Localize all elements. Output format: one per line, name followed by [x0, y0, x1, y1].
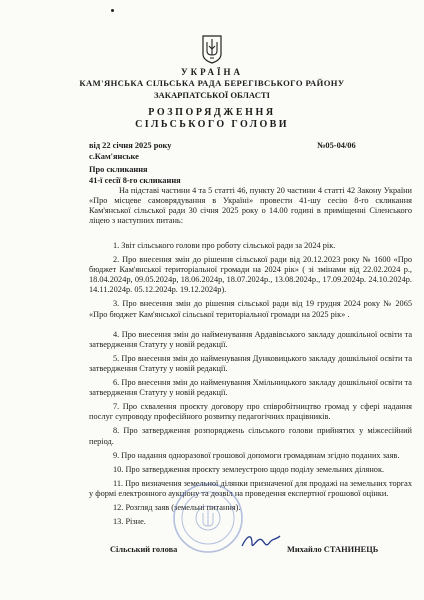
agenda-item: 10. Про затвердження проєкту землеустрою щодо поділу земельних ділянок.	[113, 464, 385, 474]
signatory-title: Сільський голова	[110, 545, 178, 554]
signatory-name: Михайло СТАНИНЕЦЬ	[287, 545, 379, 554]
document-date: від 22 січня 2025 року	[89, 141, 172, 150]
agenda-item: 7. Про схвалення проєкту договору про співробітництво громад у сфері надання послуг супроводу професійного розвитку педагогічних працівників.	[89, 402, 412, 422]
document-topic: Про скликання	[89, 165, 148, 174]
agenda-item: 8. Про затвердження розпоряджень сільського голови прийнятих у міжсесійний період.	[89, 426, 412, 446]
session-name: 41-ї сесії 8-го скликання	[89, 176, 181, 185]
oblast-name: ЗАКАРПАТСЬКОЇ ОБЛАСТІ	[154, 90, 270, 100]
document-title: РОЗПОРЯДЖЕННЯ	[148, 107, 276, 118]
agenda-item: 12. Розгляд заяв (земельні питання).	[113, 502, 241, 512]
trident-emblem-icon	[201, 34, 223, 64]
agenda-item: 13. Різне.	[113, 517, 146, 527]
handwritten-signature-icon	[240, 530, 282, 552]
agenda-item: 3. Про внесення змін до рішення сільської ради від 19 грудня 2024 року № 2065 «Про бюджет Кам'янської сільської територіальної громади на 2025 рік» .	[89, 299, 412, 319]
council-name: КАМ'ЯНСЬКА СІЛЬСЬКА РАДА БЕРЕГІВСЬКОГО РАЙОНУ	[79, 78, 345, 88]
agenda-item: 9. Про надання одноразової грошової допомоги громадянам згідно поданих заяв.	[113, 450, 400, 460]
document-place: с.Кам'янське	[89, 152, 139, 161]
document-number: №05-04/06	[317, 141, 356, 150]
agenda-item: 11. Про визначення земельної ділянки призначеної для продажі на земельних торгах у формі електронного аукціону та дозвіл на проведення експертної грошової оцінки.	[89, 478, 412, 498]
agenda-list	[89, 241, 412, 531]
country-title: УКРАЇНА	[181, 67, 243, 77]
document-subtitle: СІЛЬСЬКОГО ГОЛОВИ	[135, 119, 289, 130]
agenda-item: 6. Про внесення змін до найменування Хмільницького закладу дошкільної освіти та затвердження Статуту у новій редакції.	[89, 378, 412, 398]
agenda-item: 1. Звіт сільського голови про роботу сільської ради за 2024 рік.	[113, 241, 336, 250]
official-stamp-icon	[172, 482, 244, 554]
agenda-item: 2. Про внесення змін до рішення сільської ради від 20.12.2023 року № 1600 «Про бюджет Кам'янської територіальної громади на 2024 рік» ( зі змінами від 22.02.2024 р., 18.04.2024р, 09.05.2024р, 18.06.2024р, 18.07.2024р., 13.08.2024р., 17.09.2024р. 24.10.2024р. 14.11.2024р. 05.12.2024р. 19.12.2024р).	[89, 255, 412, 295]
ink-dot	[111, 9, 114, 12]
agenda-item: 5. Про внесення змін до найменування Дунковицького закладу дошкільної освіти та затвердження Статуту у новій редакції.	[89, 353, 412, 373]
intro-paragraph: На підставі частини 4 та 5 статті 46, пункту 20 частини 4 статті 42 Закону України «Про місцеве самоврядування в Україні» провести 41-шу сесію 8-го скликання Кам'янської сільської ради 30 січня 2025 року о 14.00 годині в приміщенні Сіленського ліцею з наступних питань:	[89, 186, 412, 226]
agenda-item: 4. Про внесення змін до найменування Ардавівського закладу дошкільної освіти та затвердження Статуту у новій редакції.	[89, 329, 412, 349]
